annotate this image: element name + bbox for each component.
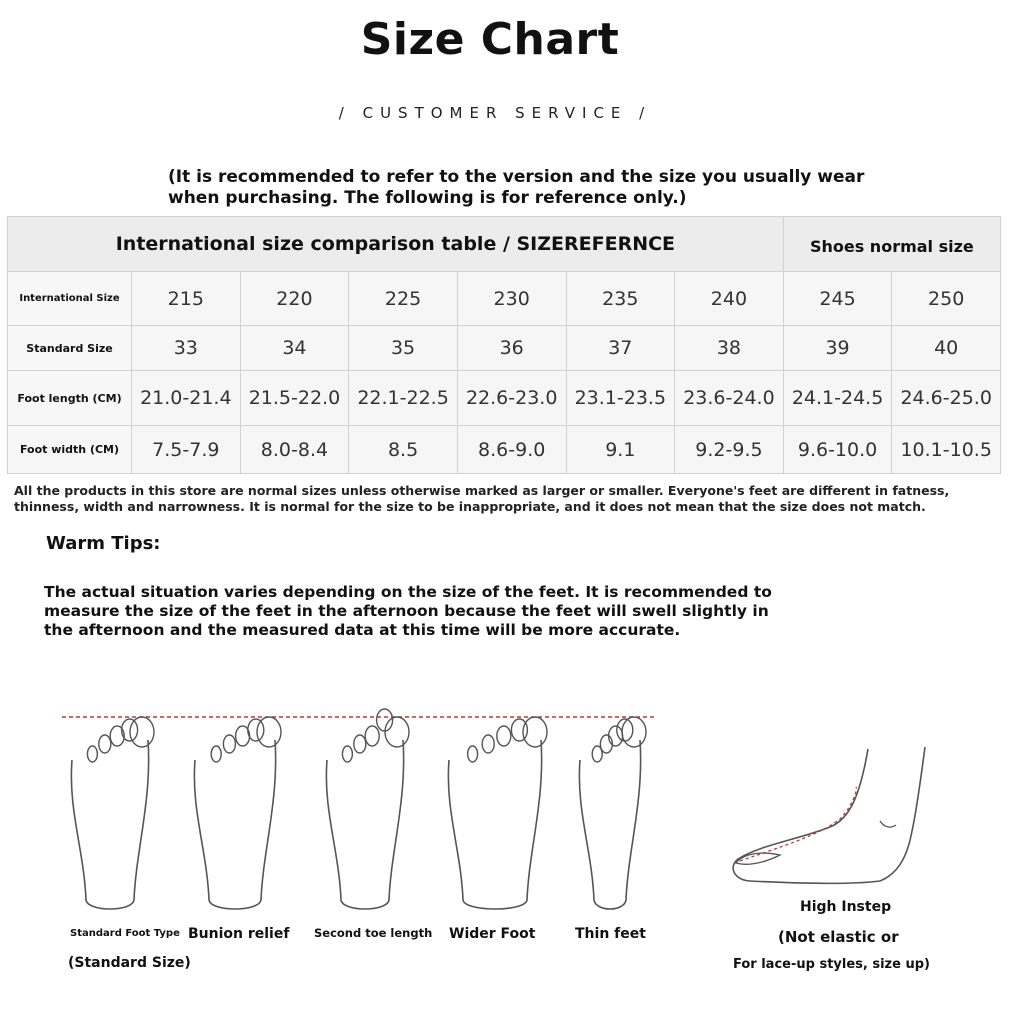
table-cell: 245: [783, 272, 892, 326]
page-title: Size Chart: [360, 14, 620, 65]
table-cell: 21.0-21.4: [132, 371, 241, 426]
table-cell: 23.6-24.0: [675, 371, 784, 426]
table-cell: 250: [892, 272, 1001, 326]
table-right-header: Shoes normal size: [783, 217, 1000, 272]
warm-tips-body: The actual situation varies depending on the size of the feet. It is recommended to measure the size of the feet in the afternoon because the feet will swell slightly in the afternoon and the measured data at this time will be more accurate.: [44, 583, 772, 639]
table-cell: 23.1-23.5: [566, 371, 675, 426]
table-cell: 9.2-9.5: [675, 426, 784, 474]
table-row: [8, 426, 1001, 474]
table-cell: 230: [457, 272, 566, 326]
foot-types-illustration: [50, 700, 670, 915]
ankle-mark: [880, 821, 896, 827]
table-cell: 8.0-8.4: [240, 426, 349, 474]
row-label: Foot length (CM): [8, 371, 132, 426]
toe-shape: [365, 726, 379, 746]
size-comparison-table: [7, 216, 1001, 474]
toe-shape: [592, 746, 602, 762]
table-title: International size comparison table / SIZEREFERNCE: [8, 217, 784, 272]
foot-outline-icon: [448, 717, 547, 909]
table-cell: 7.5-7.9: [132, 426, 241, 474]
foot-outline-icon: [71, 717, 154, 909]
table-cell: 37: [566, 326, 675, 371]
table-cell: 40: [892, 326, 1001, 371]
table-cell: 35: [349, 326, 458, 371]
foot-outline-icon: [194, 717, 281, 909]
table-cell: 21.5-22.0: [240, 371, 349, 426]
label-not-elastic: (Not elastic or: [778, 928, 899, 946]
label-lace-up: For lace-up styles, size up): [733, 957, 930, 972]
toe-shape: [622, 717, 646, 747]
table-cell: 22.1-22.5: [349, 371, 458, 426]
foot-outline-icon: [326, 709, 409, 909]
table-cell: 225: [349, 272, 458, 326]
table-cell: 38: [675, 326, 784, 371]
table-cell: 215: [132, 272, 241, 326]
toe-shape: [130, 717, 154, 747]
toe-shape: [511, 719, 527, 741]
label-second-toe: Second toe length: [314, 926, 433, 940]
toe-shape: [236, 726, 250, 746]
foot-side-outline: [733, 747, 925, 883]
table-cell: 235: [566, 272, 675, 326]
normal-size-note: All the products in this store are normal sizes unless otherwise marked as larger or smaller. Everyone's feet are different in fatness, thinness, width and narrowness. It is normal for the size to be inappropriate, and it does not mean that the size does not match.: [14, 483, 950, 514]
recommendation-text: (It is recommended to refer to the version and the size you usually wear when purchasing. The following is for reference only.): [168, 167, 865, 208]
toe-shape: [99, 735, 111, 753]
toe-shape: [223, 735, 235, 753]
table-cell: 220: [240, 272, 349, 326]
label-bunion-relief: Bunion relief: [188, 926, 290, 942]
table-cell: 10.1-10.5: [892, 426, 1001, 474]
row-label: Standard Size: [8, 326, 132, 371]
label-standard-foot: Standard Foot Type: [70, 928, 180, 939]
foot-side-view-icon: [720, 735, 940, 895]
table-cell: 22.6-23.0: [457, 371, 566, 426]
table-row: [8, 326, 1001, 371]
page-subtitle: / CUSTOMER SERVICE /: [338, 104, 652, 122]
table-cell: 240: [675, 272, 784, 326]
label-thin-feet: Thin feet: [575, 926, 646, 942]
toe-shape: [211, 746, 221, 762]
toe-shape: [468, 746, 478, 762]
toe-shape: [385, 717, 409, 747]
table-cell: 24.1-24.5: [783, 371, 892, 426]
table-cell: 39: [783, 326, 892, 371]
table-cell: 36: [457, 326, 566, 371]
toe-shape: [342, 746, 352, 762]
table-cell: 8.5: [349, 426, 458, 474]
table-cell: 33: [132, 326, 241, 371]
row-label: International Size: [8, 272, 132, 326]
table-cell: 34: [240, 326, 349, 371]
table-cell: 9.6-10.0: [783, 426, 892, 474]
toe-shape: [609, 726, 623, 746]
label-standard-size: (Standard Size): [68, 955, 191, 971]
label-wider-foot: Wider Foot: [449, 926, 536, 942]
toe-shape: [482, 735, 494, 753]
table-row: [8, 371, 1001, 426]
foot-outline-icon: [579, 717, 646, 909]
warm-tips-title: Warm Tips:: [46, 533, 161, 554]
table-cell: 9.1: [566, 426, 675, 474]
toe-shape: [354, 735, 366, 753]
row-label: Foot width (CM): [8, 426, 132, 474]
toe-shape: [497, 726, 511, 746]
toe-shape: [87, 746, 97, 762]
toe-shape: [110, 726, 124, 746]
table-cell: 8.6-9.0: [457, 426, 566, 474]
label-high-instep: High Instep: [800, 899, 892, 915]
table-header-row: [8, 217, 1001, 272]
table-row: [8, 272, 1001, 326]
table-cell: 24.6-25.0: [892, 371, 1001, 426]
